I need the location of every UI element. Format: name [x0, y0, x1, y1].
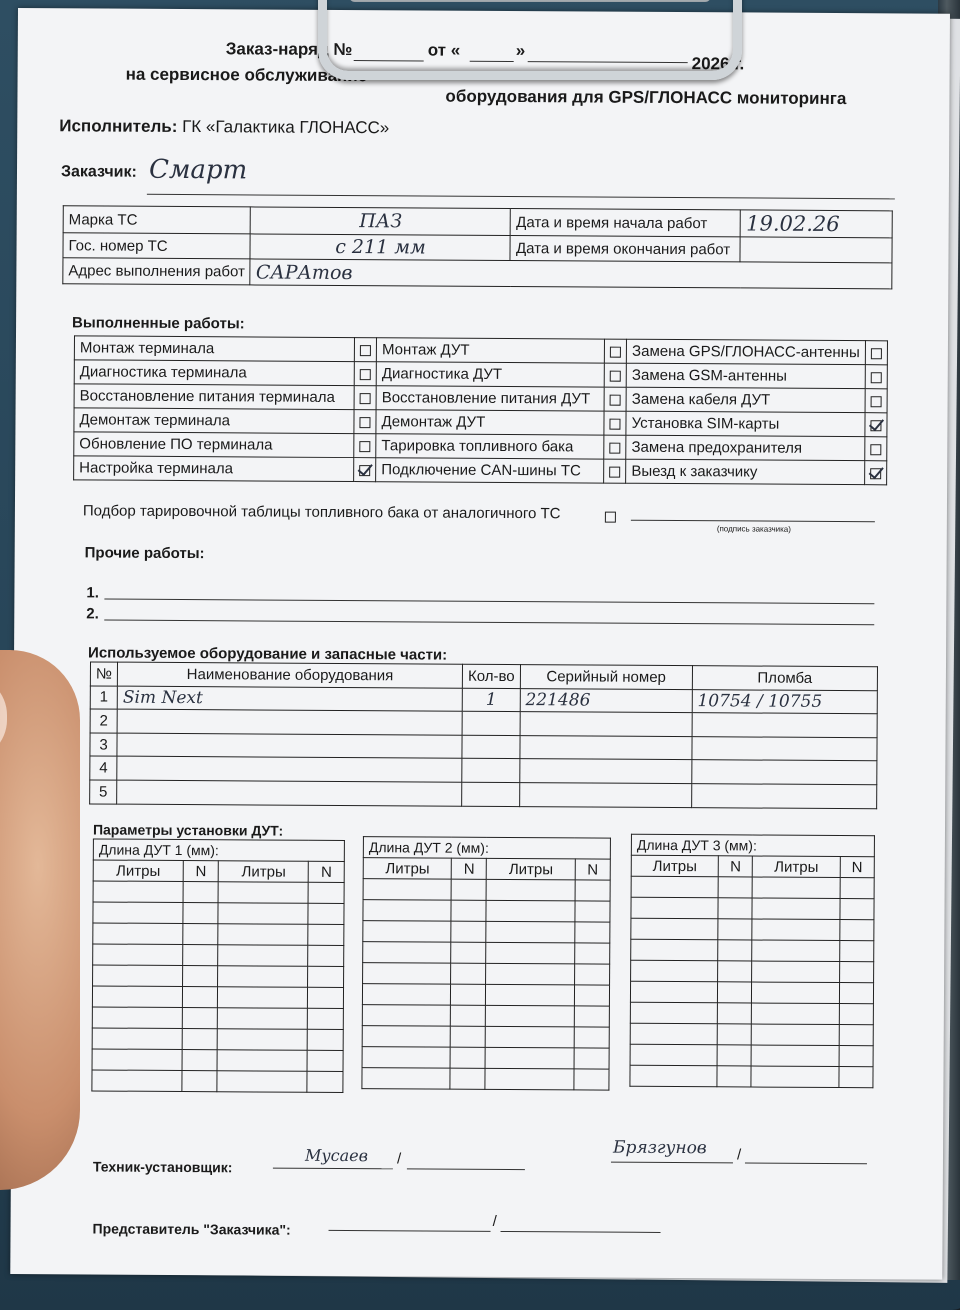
dut2-cell[interactable] — [487, 879, 576, 901]
vehicle-plate-value: с 211 мм — [335, 235, 426, 259]
dut1-cell[interactable] — [217, 1071, 307, 1093]
dut2-cell[interactable] — [486, 1047, 575, 1069]
work-label: Замена GPS/ГЛОНАСС-антенны — [627, 339, 866, 364]
other-work-2-label: 2. — [86, 605, 99, 623]
dut1-cell[interactable] — [182, 1050, 218, 1071]
dut2-cell[interactable] — [451, 942, 486, 963]
dut3-cell[interactable] — [752, 982, 839, 1004]
dut2-cell[interactable] — [362, 1068, 451, 1090]
work-label: Диагностика ДУТ — [376, 362, 604, 387]
work-label: Установка SIM-карты — [626, 411, 865, 436]
dut1-cell[interactable] — [93, 881, 183, 903]
works-title: Выполненные работы: — [72, 314, 245, 333]
technician-name-line-2 — [611, 1162, 733, 1164]
dut3-row — [630, 1065, 873, 1087]
dut3-cell[interactable] — [752, 1045, 839, 1067]
customer-value: Смарт — [148, 154, 248, 186]
work-start-label: Дата и время начала работ — [511, 209, 741, 237]
equipment-qty: 1 — [485, 689, 497, 710]
dut2-length-label: Длина ДУТ 2 (мм): — [363, 837, 610, 860]
other-works-title: Прочие работы: — [84, 544, 205, 563]
work-label: Тарировка топливного бака — [376, 434, 604, 459]
dut3-cell[interactable] — [631, 897, 718, 919]
dut1-cell[interactable] — [183, 903, 219, 924]
work-label: Настройка терминала — [74, 456, 354, 482]
work-label: Восстановление питания терминала — [74, 384, 354, 410]
dut2-cell[interactable] — [451, 1047, 486, 1068]
dut3-cell[interactable] — [840, 878, 875, 899]
dut3-cell[interactable] — [839, 1004, 874, 1025]
equipment-row — [90, 780, 877, 808]
work-checkbox[interactable] — [610, 394, 621, 405]
clipboard-clip — [318, 0, 742, 80]
dut2-col-liters: Литры — [487, 858, 576, 880]
vehicle-brand-label: Марка ТС — [63, 206, 251, 234]
order-year: 2026 г. — [691, 54, 745, 74]
dut2-cell[interactable] — [574, 1027, 609, 1048]
equipment-no: 3 — [99, 736, 108, 754]
technician-name-line-3 — [745, 1162, 867, 1164]
dut2-cell[interactable] — [451, 963, 486, 984]
dut3-cell[interactable] — [752, 1024, 839, 1046]
work-checkbox[interactable] — [609, 442, 620, 453]
dut1-cell[interactable] — [182, 1071, 218, 1092]
dut3-row — [630, 1044, 873, 1066]
dut1-row — [92, 1049, 343, 1072]
work-label: Подключение CAN-шины ТС — [376, 458, 604, 483]
dut2-cell[interactable] — [575, 943, 610, 964]
dut1-row — [93, 944, 344, 967]
work-checkbox[interactable] — [870, 444, 881, 455]
dut2-cell[interactable] — [486, 984, 575, 1006]
dut2-col-liters: Литры — [363, 858, 452, 880]
dut2-cell[interactable] — [363, 963, 452, 985]
dut3-cell[interactable] — [753, 877, 840, 899]
dut3-cell[interactable] — [752, 1003, 839, 1025]
work-label: Монтаж ДУТ — [376, 338, 604, 363]
equipment-no: 1 — [99, 688, 109, 706]
work-checkbox[interactable] — [609, 466, 620, 477]
dut3-cell[interactable] — [751, 1066, 838, 1088]
equipment-no: 2 — [99, 712, 108, 730]
representative-label: Представитель "Заказчика": — [92, 1220, 291, 1238]
dut3-cell[interactable] — [839, 1046, 874, 1067]
dut2-cell[interactable] — [363, 900, 452, 922]
dut2-cell[interactable] — [486, 1026, 575, 1048]
dut2-row — [363, 963, 610, 986]
technician-label: Техник-установщик: — [92, 1158, 233, 1176]
dut2-row — [362, 1026, 609, 1049]
dut3-row — [630, 1023, 873, 1045]
technician-signature: Мусаев — [304, 1145, 369, 1166]
dut1-length-label: Длина ДУТ 1 (мм): — [93, 839, 344, 862]
dut3-cell[interactable] — [630, 1065, 717, 1087]
dut3-cell[interactable] — [752, 940, 839, 962]
dut1-col-n: N — [183, 861, 219, 882]
dut2-cell[interactable] — [451, 1005, 486, 1026]
equipment-col-no: № — [90, 662, 117, 686]
dut1-cell[interactable] — [182, 1029, 218, 1050]
vehicle-brand-value: ПАЗ — [359, 210, 403, 233]
dut2-cell[interactable] — [574, 1069, 609, 1090]
dut1-cell[interactable] — [308, 1029, 344, 1050]
dut1-cell[interactable] — [308, 987, 344, 1008]
dut2-cell[interactable] — [486, 1005, 575, 1027]
dut2-table — [361, 836, 611, 1091]
dut1-cell[interactable] — [92, 1028, 182, 1050]
dut2-row — [363, 921, 610, 944]
dut2-cell[interactable] — [451, 900, 486, 921]
dut1-cell[interactable] — [308, 924, 344, 945]
work-address-label: Адрес выполнения работ — [63, 258, 251, 285]
representative-line-2 — [501, 1231, 661, 1233]
dut3-cell[interactable] — [839, 920, 874, 941]
work-order-sheet — [10, 8, 950, 1280]
calibration-checkbox[interactable] — [605, 512, 616, 523]
dut2-cell[interactable] — [575, 922, 610, 943]
dut1-cell[interactable] — [218, 1029, 308, 1051]
work-label: Восстановление питания ДУТ — [376, 386, 604, 411]
dut2-row — [363, 942, 610, 965]
dut2-col-n: N — [575, 859, 610, 880]
dut1-cell[interactable] — [308, 945, 344, 966]
order-date-quote: » — [515, 41, 526, 61]
dut3-cell[interactable] — [717, 982, 752, 1003]
dut2-cell[interactable] — [451, 921, 486, 942]
work-label: Демонтаж ДУТ — [376, 410, 604, 435]
dut1-cell[interactable] — [183, 882, 219, 903]
dut3-cell[interactable] — [718, 877, 753, 898]
thumb-nail — [0, 675, 7, 760]
dut1-cell[interactable] — [92, 1070, 182, 1092]
dut1-cell[interactable] — [219, 882, 309, 904]
dut2-cell[interactable] — [486, 900, 575, 922]
other-work-1-label: 1. — [86, 584, 99, 602]
work-checkbox[interactable] — [359, 441, 370, 452]
work-label: Замена GSM-антенны — [626, 363, 865, 388]
dut2-row — [363, 900, 610, 923]
technician-name: Брязгунов — [612, 1137, 707, 1159]
dut2-cell[interactable] — [575, 880, 610, 901]
technician-sign-line — [273, 1168, 393, 1170]
dut3-row — [631, 939, 874, 961]
dut2-cell[interactable] — [451, 984, 486, 1005]
dut1-cell[interactable] — [182, 966, 218, 987]
work-checkbox[interactable] — [871, 396, 882, 407]
dut3-cell[interactable] — [839, 962, 874, 983]
dut3-cell[interactable] — [752, 919, 839, 941]
dut2-cell[interactable] — [574, 1048, 609, 1069]
equipment-seal: 10754 / 10755 — [697, 691, 823, 712]
dut3-cell[interactable] — [630, 1023, 717, 1045]
dut3-cell[interactable] — [839, 983, 874, 1004]
dut2-cell[interactable] — [486, 963, 575, 985]
order-subject-left: на сервисное обслуживание — [125, 64, 368, 86]
work-checkbox[interactable] — [871, 372, 882, 383]
dut2-cell[interactable] — [485, 1068, 574, 1090]
dut3-length-label: Длина ДУТ 3 (мм): — [631, 834, 874, 856]
representative-line-1 — [329, 1230, 491, 1232]
dut1-cell[interactable] — [218, 924, 308, 946]
dut1-cell[interactable] — [92, 1007, 182, 1029]
work-label: Монтаж терминала — [74, 336, 354, 362]
dut2-row — [362, 1068, 609, 1091]
customer-label: Заказчик: — [60, 163, 137, 181]
equipment-name: Sim Next — [122, 687, 203, 709]
work-label: Диагностика терминала — [74, 360, 354, 386]
dut2-cell[interactable] — [451, 1026, 486, 1047]
dut2-cell[interactable] — [363, 942, 452, 964]
work-start-value: 19.02.26 — [746, 211, 840, 237]
technician-name-line-1 — [407, 1168, 525, 1170]
dut1-row — [92, 1028, 343, 1051]
dut3-cell[interactable] — [752, 898, 839, 920]
dut3-row — [631, 960, 874, 982]
dut1-row — [93, 881, 344, 904]
dut3-cell[interactable] — [630, 981, 717, 1003]
equipment-title: Используемое оборудование и запасные части: — [88, 644, 448, 664]
dut1-cell[interactable] — [92, 1049, 182, 1071]
dut2-cell[interactable] — [486, 921, 575, 943]
dut3-cell[interactable] — [717, 1066, 752, 1087]
equipment-no: 4 — [99, 759, 108, 777]
dut1-cell[interactable] — [182, 987, 218, 1008]
dut3-row — [631, 918, 874, 940]
dut3-cell[interactable] — [717, 1003, 752, 1024]
dut3-cell[interactable] — [631, 960, 718, 982]
order-date-from: от « — [427, 40, 461, 60]
dut-title: Параметры установки ДУТ: — [92, 821, 284, 839]
dut1-cell[interactable] — [218, 1008, 308, 1030]
dut1-cell[interactable] — [218, 987, 308, 1009]
customer-signature-caption: (подпись заказчика) — [716, 524, 791, 534]
work-end-value — [740, 237, 892, 263]
works-table — [73, 335, 888, 485]
calibration-label: Подбор тарировочной таблицы топливного бака от аналогичного ТС — [82, 502, 561, 523]
dut1-cell[interactable] — [307, 1071, 343, 1092]
work-checkbox[interactable] — [360, 393, 371, 404]
equipment-col-qty: Кол-во — [462, 664, 520, 688]
dut2-cell[interactable] — [575, 964, 610, 985]
work-label: Выезд к заказчику — [626, 459, 865, 484]
dut2-cell[interactable] — [362, 1005, 451, 1027]
dut2-row — [363, 879, 610, 902]
dut1-cell[interactable] — [93, 923, 183, 945]
dut3-cell[interactable] — [630, 1002, 717, 1024]
work-label: Обновление ПО терминала — [74, 432, 354, 458]
dut1-row — [93, 965, 344, 988]
dut1-row — [93, 902, 344, 925]
dut1-cell[interactable] — [93, 944, 183, 966]
dut3-row — [631, 897, 874, 919]
vehicle-plate-label: Гос. номер ТС — [63, 233, 251, 259]
dut3-cell[interactable] — [631, 939, 718, 961]
dut1-col-n: N — [309, 861, 345, 882]
other-work-1-line — [104, 599, 874, 605]
dut1-col-liters: Литры — [219, 861, 309, 883]
dut3-cell[interactable] — [717, 1045, 752, 1066]
other-work-2-line — [104, 620, 874, 626]
dut3-cell[interactable] — [839, 899, 874, 920]
dut3-row — [631, 876, 874, 898]
equipment-no: 5 — [99, 783, 108, 801]
dut3-cell[interactable] — [718, 961, 753, 982]
dut1-cell[interactable] — [308, 903, 344, 924]
dut3-cell[interactable] — [631, 876, 718, 898]
dut1-cell[interactable] — [218, 966, 308, 988]
dut2-cell[interactable] — [450, 1068, 485, 1089]
dut3-row — [630, 1002, 873, 1024]
work-label: Замена кабеля ДУТ — [626, 387, 865, 412]
dut1-cell[interactable] — [308, 966, 344, 987]
dut3-cell[interactable] — [839, 1025, 874, 1046]
work-label: Замена предохранителя — [626, 435, 865, 460]
dut1-cell[interactable] — [308, 882, 344, 903]
dut2-cell[interactable] — [486, 942, 575, 964]
equipment-serial: 221486 — [525, 690, 591, 711]
dut1-table — [91, 838, 345, 1093]
dut1-cell[interactable] — [218, 945, 308, 967]
dut1-cell[interactable] — [307, 1050, 343, 1071]
dut1-row — [93, 923, 344, 946]
dut1-row — [92, 1007, 343, 1030]
dut3-col-n: N — [840, 857, 875, 878]
vehicle-table — [62, 205, 892, 289]
dut1-cell[interactable] — [93, 902, 183, 924]
dut3-cell[interactable] — [630, 1044, 717, 1066]
dut1-row — [92, 1070, 343, 1093]
dut2-cell[interactable] — [574, 1006, 609, 1027]
order-subject-right: оборудования для GPS/ГЛОНАСС мониторинга — [445, 86, 847, 109]
dut2-cell[interactable] — [575, 901, 610, 922]
work-checkbox[interactable] — [610, 346, 621, 357]
dut3-col-liters: Литры — [631, 855, 718, 877]
dut2-row — [362, 1005, 609, 1028]
dut1-col-liters: Литры — [93, 860, 183, 882]
dut1-cell[interactable] — [218, 903, 308, 925]
work-checkbox[interactable] — [870, 420, 881, 431]
dut2-cell[interactable] — [363, 879, 452, 901]
dut3-cell[interactable] — [718, 940, 753, 961]
dut2-row — [362, 1047, 609, 1070]
dut2-cell[interactable] — [362, 1047, 451, 1069]
work-checkbox[interactable] — [360, 345, 371, 356]
dut3-row — [630, 981, 873, 1003]
equipment-col-seal: Пломба — [692, 666, 877, 691]
dut3-cell[interactable] — [717, 1024, 752, 1045]
dut2-cell[interactable] — [574, 985, 609, 1006]
executor-value: ГК «Галактика ГЛОНАСС» — [182, 117, 390, 138]
thumb — [0, 650, 80, 1190]
work-checkbox[interactable] — [360, 417, 371, 428]
dut1-cell[interactable] — [183, 924, 219, 945]
dut2-cell[interactable] — [452, 879, 487, 900]
dut1-row — [92, 986, 343, 1009]
dut3-cell[interactable] — [839, 941, 874, 962]
work-checkbox[interactable] — [359, 465, 370, 476]
dut1-cell[interactable] — [93, 965, 183, 987]
dut1-cell[interactable] — [183, 945, 219, 966]
dut3-cell[interactable] — [718, 919, 753, 940]
dut3-col-liters: Литры — [753, 856, 840, 878]
dut3-cell[interactable] — [718, 898, 753, 919]
technician-slash: / — [396, 1150, 402, 1168]
work-checkbox[interactable] — [610, 370, 621, 381]
dut3-table — [629, 834, 875, 1088]
customer-signature-line — [631, 520, 875, 522]
dut1-cell[interactable] — [92, 986, 182, 1008]
customer-line — [147, 194, 895, 200]
dut3-cell[interactable] — [752, 961, 839, 983]
dut2-cell[interactable] — [363, 921, 452, 943]
dut1-cell[interactable] — [308, 1008, 344, 1029]
work-end-label: Дата и время окончания работ — [510, 236, 740, 262]
dut2-row — [362, 984, 609, 1007]
dut2-cell[interactable] — [362, 984, 451, 1006]
dut2-cell[interactable] — [362, 1026, 451, 1048]
work-label: Демонтаж терминала — [74, 408, 354, 434]
dut3-col-n: N — [718, 856, 753, 877]
work-address-value: САРАтов — [255, 260, 353, 284]
dut3-cell[interactable] — [838, 1067, 873, 1088]
equipment-col-serial: Серийный номер — [520, 665, 692, 690]
work-checkbox[interactable] — [871, 348, 882, 359]
technician-slash-2: / — [736, 1146, 742, 1164]
work-checkbox[interactable] — [360, 369, 371, 380]
order-number-label: Заказ-наряд № — [225, 39, 353, 60]
equipment-table — [89, 661, 878, 808]
representative-slash: / — [492, 1212, 497, 1230]
dut2-col-n: N — [452, 858, 487, 879]
dut1-cell[interactable] — [217, 1050, 307, 1072]
work-checkbox[interactable] — [870, 468, 881, 479]
dut1-cell[interactable] — [182, 1008, 218, 1029]
equipment-col-name: Наименование оборудования — [117, 662, 462, 688]
executor-label: Исполнитель: — [59, 116, 178, 136]
dut3-cell[interactable] — [631, 918, 718, 940]
work-checkbox[interactable] — [610, 418, 621, 429]
